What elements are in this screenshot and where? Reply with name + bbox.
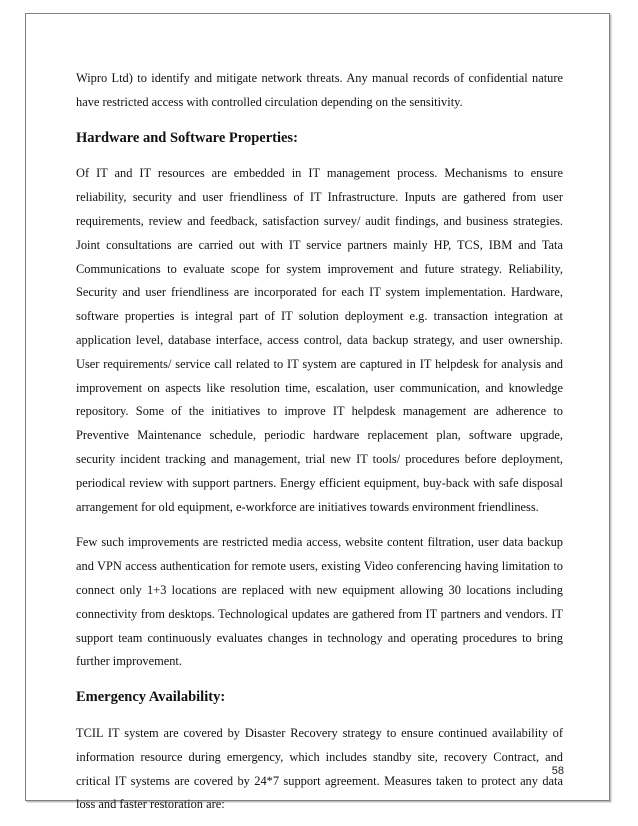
paragraph-intro: Wipro Ltd) to identify and mitigate network threats. Any manual records of confidential nature have restricted access with controlled circulation depending on the sensitivity. xyxy=(76,71,563,109)
heading-emergency-availability: Emergency Availability: xyxy=(76,689,226,706)
document-body xyxy=(76,67,563,817)
paragraph-hardware-software: Of IT and IT resources are embedded in IT management process. Mechanisms to ensure reliability, security and user friendliness of IT Infrastructure. Inputs are gathered from user requirements, review and feedback, satisfaction survey/ audit findings, and business strategies. Joint consultations are carried out with IT service partners mainly HP, TCS, IBM and Tata Communications to evaluate scope for system improvement and future strategy. Reliability, Security and user friendliness are incorporated for each IT system implementation. Hardware, software properties is integral part of IT solution deployment e.g. transaction integration at application level, database interface, access control, data backup strategy, and user ownership. User requirements/ service call related to IT system are captured in IT helpdesk for analysis and improvement on aspects like resolution time, escalation, user communication, and knowledge repository. Some of the initiatives to improve IT helpdesk management are adherence to Preventive Maintenance schedule, periodic hardware replacement plan, software upgrade, security incident tracking and management, trial new IT tools/ procedures before deployment, periodical review with support partners. Energy efficient equipment, buy-back with safe disposal arrangement for old equipment, e-workforce are initiatives towards environment friendliness. xyxy=(76,166,563,514)
paragraph-emergency: TCIL IT system are covered by Disaster Recovery strategy to ensure continued availability of information resource during emergency, which includes standby site, recovery Contract, and critical IT systems are covered by 24*7 support agreement. Measures taken to protect any data loss and faster restoration are: xyxy=(76,725,563,812)
paragraph-improvements: Few such improvements are restricted media access, website content filtration, user data backup and VPN access authentication for remote users, existing Video conferencing having limitation to connect only 1+3 locations are replaced with new equipment allowing 30 locations including connectivity from desktops. Technological updates are gathered from IT partners and vendors. IT support team continuously evaluates changes in technology and operating procedures to bring further improvement. xyxy=(76,535,563,669)
heading-hardware-software: Hardware and Software Properties: xyxy=(76,129,298,146)
page-number: 58 xyxy=(551,765,564,777)
